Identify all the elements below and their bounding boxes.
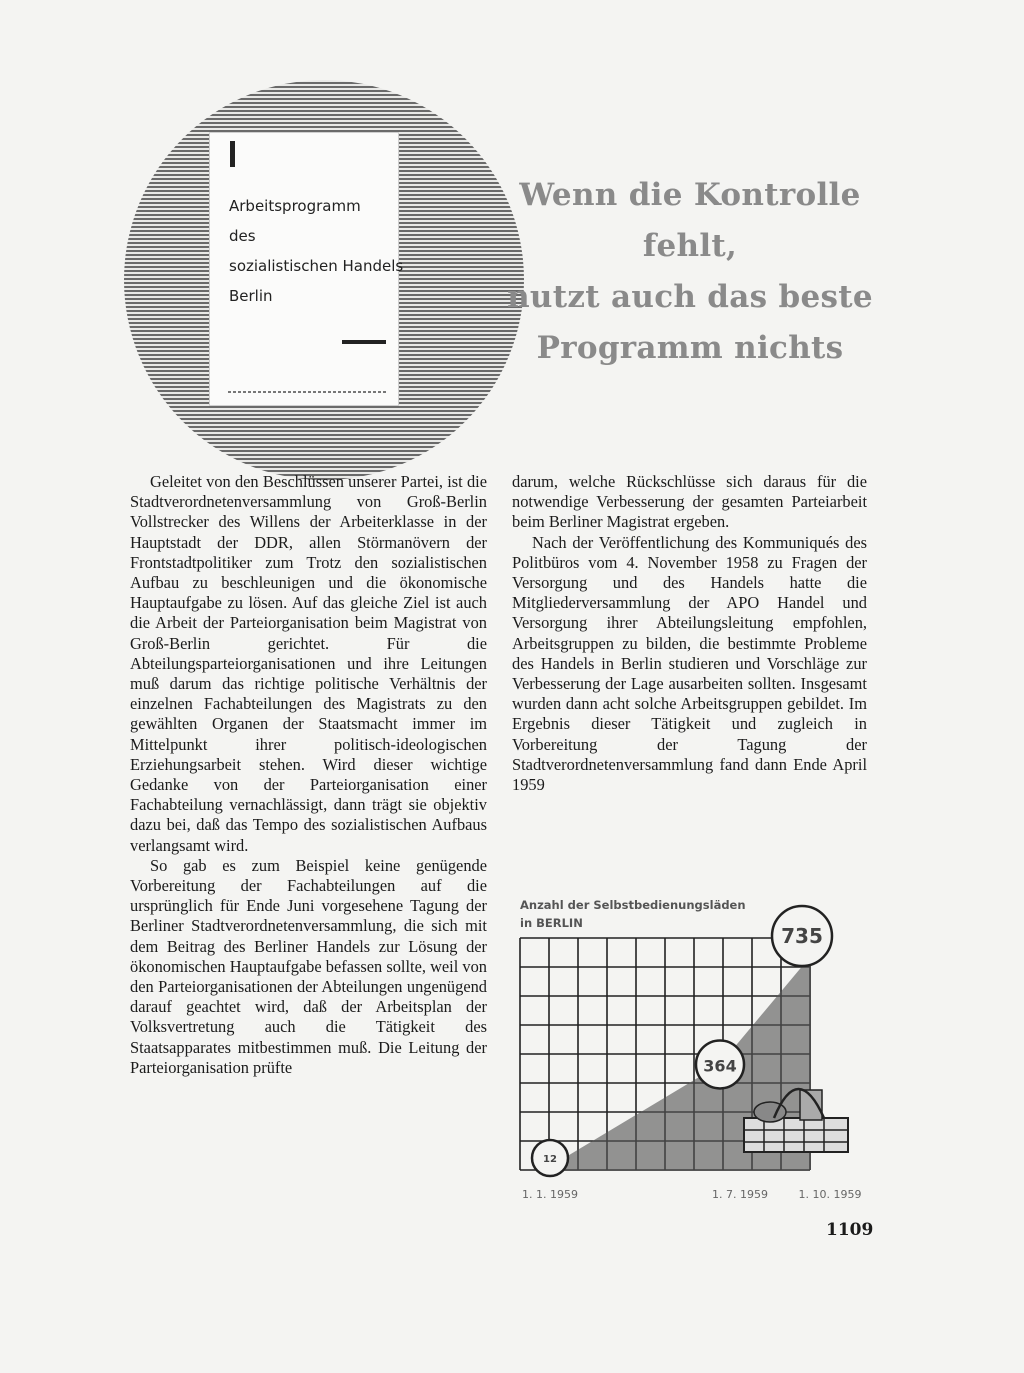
cover-title-line: sozialistischen Handels (229, 257, 404, 275)
headline-line: Wenn die Kontrolle (519, 177, 861, 213)
paragraph: Nach der Veröffentlichung des Kommuniqués des Politbüros vom 4. November 1958 zu Fragen der Versorgung und des Handels hatte die Mitgliederversammlung der APO Handel und Versorgung ihrer Abteilungsleitung empfohlen, Arbeitsgruppen zu bilden, die bestimmte Probleme des Handels in Berlin studieren und Vorschläge zur Verbesserung der Lage ausarbeiten sollten. Insgesamt wurden dann acht solche Arbeitsgruppen gebildet. Im Ergebnis dieser Tätigkeit und zugleich in Vorbereitung der Tagung der Stadtverordnetenversammlung fand dann Ende April 1959 (512, 532, 867, 795)
paragraph: Geleitet von den Beschlüssen unserer Partei, ist die Stadtverordnetenversammlung von Groß-Berlin Vollstrecker des Willens der Arbeiterklasse in der Hauptstadt der DDR, allen Störmanövern der Frontstadtpolitiker zum Trotz den sozialistischen Aufbau zu beschleunigen und die ökonomische Hauptaufgabe zu lösen. Auf das gleiche Ziel ist auch die Arbeit der Parteiorganisation beim Magistrat von Groß-Berlin gerichtet. Für die Abteilungsparteiorganisationen und ihre Leitungen muß darum das richtige politische Verhältnis der einzelnen Fachabteilungen des Magistrats zu den gewählten Organen der Staatsmacht immer im Mittelpunkt ihrer politisch-ideologischen Erziehungsarbeit stehen. Wird dieser wichtige Gedanke von der Parteiorganisation einer Fachabteilung vernachlässigt, dann trägt sie objektiv dazu bei, daß das Tempo des sozialistischen Aufbaus verlangsamt wird. (130, 472, 487, 855)
chart-canvas (508, 890, 878, 1210)
cover-bar-top (230, 141, 235, 167)
x-tick-label: 1. 1. 1959 (522, 1188, 578, 1201)
headline (500, 170, 880, 374)
value-label: 12 (543, 1154, 557, 1165)
store-count-chart (508, 890, 878, 1210)
cover-title-line: Arbeitsprogramm (229, 197, 361, 215)
page-number: 1109 (826, 1220, 874, 1240)
cover-title (229, 191, 403, 311)
cover-title-line: des (229, 227, 256, 245)
body-column-left (130, 472, 487, 1078)
headline-line: nutzt auch das beste (507, 279, 873, 315)
program-cover-card (210, 133, 404, 405)
value-label: 735 (781, 924, 823, 948)
paragraph: So gab es zum Beispiel keine genügende Vorbereitung der Fachabteilungen auf die ursprünglich für Ende Juni vorgesehene Tagung der Berliner Stadtverordnetenversammlung, die sich mit dem Beitrag des Berliner Handels zur Lösung der ökonomischen Hauptaufgabe befassen sollte, weil von den Parteiorganisationen der Abteilungen ungenügend darauf geachtet wird, daß der Arbeitsplan der Volksvertretung auch die Tätigkeit des Staatsapparates mitbestimmen muß. Die Leitung der Parteiorganisation prüfte (130, 855, 487, 1077)
x-tick-label: 1. 7. 1959 (712, 1188, 768, 1201)
cover-bar-right (342, 340, 386, 344)
headline-line: Programm nichts (536, 330, 844, 366)
chart-title-line: Anzahl der Selbstbedienungsläden (520, 898, 746, 912)
cover-publisher-line (228, 391, 388, 393)
basket-body (744, 1118, 848, 1152)
chart-title (520, 896, 746, 932)
x-tick-label: 1. 10. 1959 (798, 1188, 862, 1201)
paragraph-continuation: darum, welche Rückschlüsse sich daraus für die notwendige Verbesserung der gesamten Parteiarbeit beim Berliner Magistrat ergeben. (512, 472, 867, 532)
cover-title-line: Berlin (229, 287, 273, 305)
value-label: 364 (703, 1056, 737, 1076)
chart-title-line: in BERLIN (520, 916, 583, 930)
body-column-right (512, 472, 867, 795)
headline-line: fehlt, (642, 228, 738, 264)
